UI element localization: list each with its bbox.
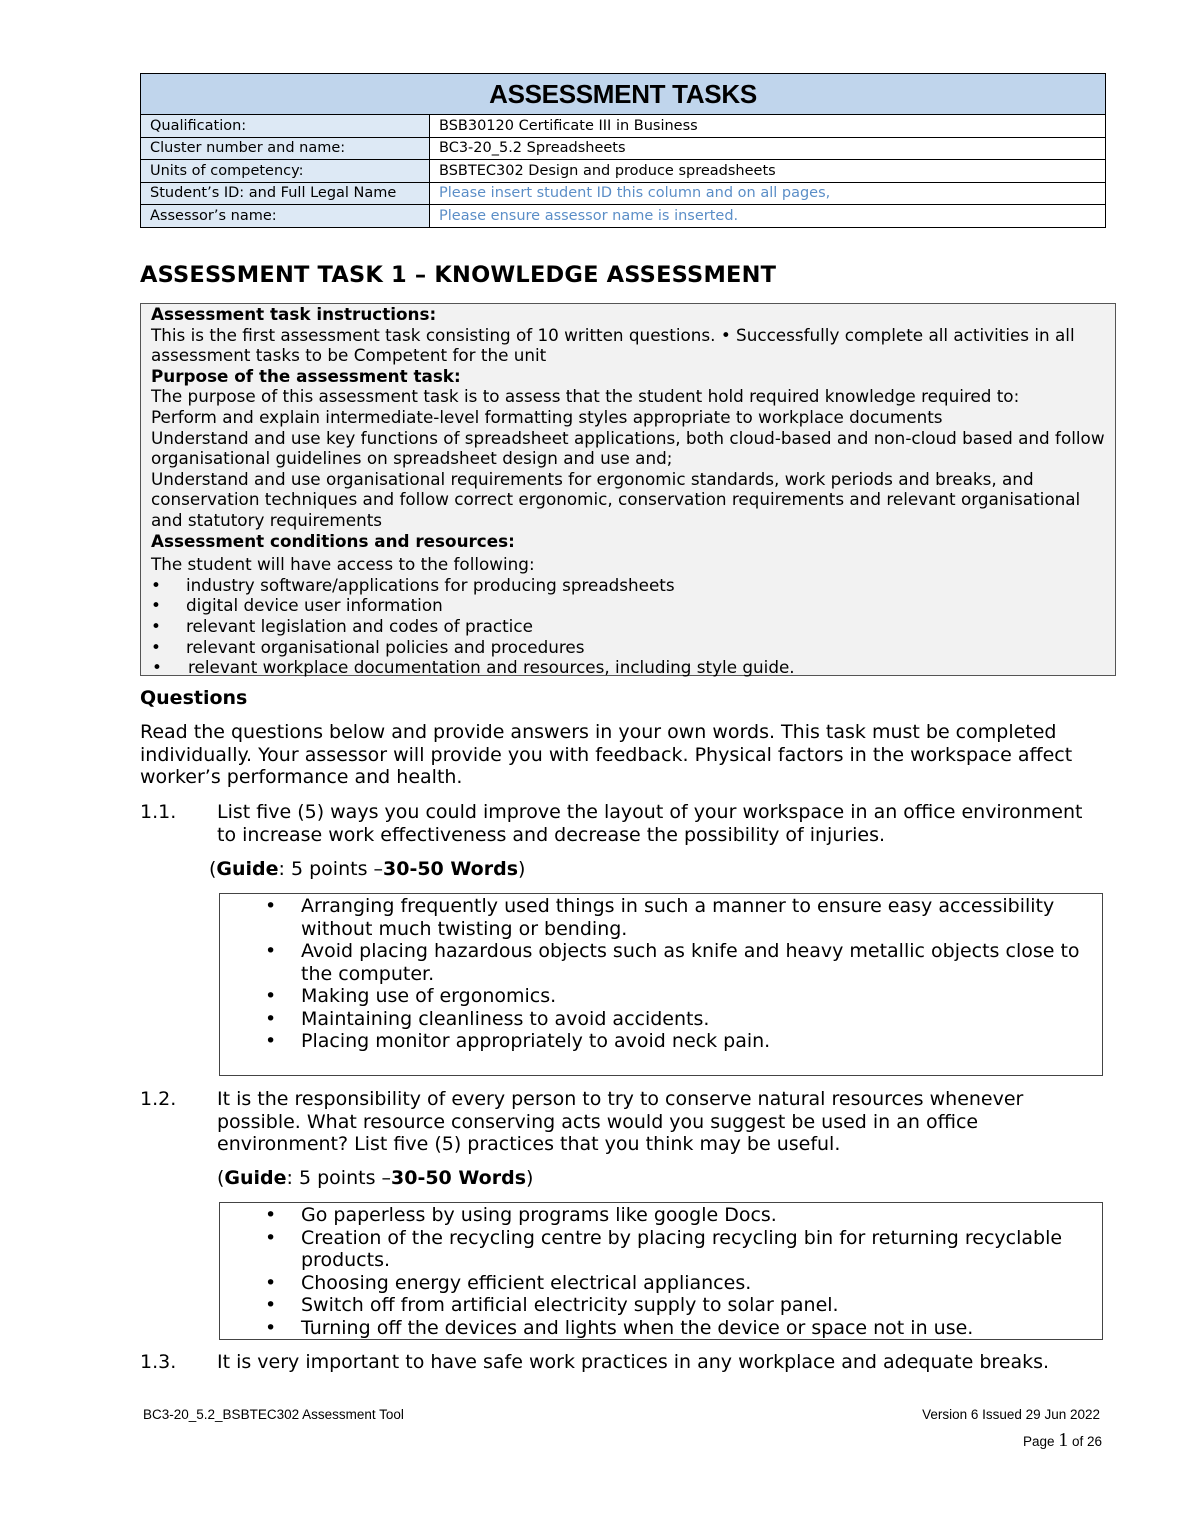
answer-item: • Choosing energy efficient electrical appliances. (220, 1272, 1102, 1295)
assessor-name-field[interactable]: Please ensure assessor name is inserted. (430, 205, 1106, 228)
table-row (141, 160, 1106, 183)
purpose-line: The purpose of this assessment task is to assess that the student hold required knowledge required to: (151, 386, 1020, 407)
footer-version: Version 6 Issued 29 Jun 2022 (922, 1407, 1100, 1422)
instructions-title: Assessment task instructions: (151, 304, 437, 324)
guide-label: Guide (224, 1167, 287, 1189)
word-guide (217, 1167, 533, 1190)
questions-intro: Read the questions below and provide answers in your own words. This task must be completed individually. Your assessor will provide you with feedback. Physical factors in the workspace affect worker’s performance and health. (140, 721, 1073, 788)
answer-item: • Avoid placing hazardous objects such as knife and heavy metallic objects close to the computer. (220, 940, 1102, 985)
resource-item: • digital device user information (151, 595, 1105, 616)
answer-item: • Creation of the recycling centre by placing recycling bin for returning recyclable products. (220, 1227, 1102, 1272)
table-row (141, 182, 1106, 205)
qualification-label: Qualification: (141, 115, 430, 138)
conditions-title: Assessment conditions and resources: (151, 530, 515, 551)
guide-close: ) (526, 1167, 534, 1189)
answer-item: • Maintaining cleanliness to avoid accidents. (220, 1008, 1102, 1031)
guide-words: 30-50 Words (391, 1167, 527, 1189)
assessment-header-table (140, 73, 1106, 228)
instructions-box (140, 303, 1116, 676)
question-text: It is the responsibility of every person to try to conserve natural resources whenever possible. What resource conserving acts would you suggest be used in an office environment? List five (5) practices that you think may be useful. (217, 1088, 1024, 1155)
answer-box[interactable] (219, 893, 1103, 1076)
page-total: of 26 (1068, 1434, 1102, 1449)
answer-item: • Go paperless by using programs like google Docs. (220, 1204, 1102, 1227)
word-guide (209, 858, 525, 881)
question-number: 1.1. (140, 801, 177, 823)
table-row (141, 115, 1106, 138)
question-text: It is very important to have safe work practices in any workplace and adequate breaks. (217, 1351, 1050, 1373)
table-row (141, 137, 1106, 160)
guide-points: : 5 points – (278, 858, 384, 880)
answer-item: • Arranging frequently used things in such a manner to ensure easy accessibility without much twisting or bending. (220, 895, 1102, 940)
student-id-field[interactable]: Please insert student ID this column and on all pages, (430, 182, 1106, 205)
cluster-label: Cluster number and name: (141, 137, 430, 160)
question-number: 1.2. (140, 1088, 177, 1110)
answer-item: • Making use of ergonomics. (220, 985, 1102, 1008)
answer-box[interactable] (219, 1202, 1103, 1340)
task-heading: ASSESSMENT TASK 1 – KNOWLEDGE ASSESSMENT (140, 262, 777, 288)
answer-item: • Placing monitor appropriately to avoid neck pain. (220, 1030, 1102, 1053)
guide-words: 30-50 Words (383, 858, 519, 880)
answer-item: • Turning off the devices and lights when the device or space not in use. (220, 1317, 1102, 1340)
page-number: 1 (1058, 1429, 1069, 1451)
resource-item: • relevant legislation and codes of practice (151, 616, 1105, 637)
purpose-title: Purpose of the assessment task: (151, 365, 461, 386)
resource-item: • relevant workplace documentation and resources, including style guide. (151, 657, 1105, 678)
purpose-line: Understand and use organisational requirements for ergonomic standards, work periods and breaks, and conservation techniques and follow correct ergonomic, conservation requirements and relevant organisational and statutory requirements (151, 468, 1081, 530)
guide-close: ) (518, 858, 526, 880)
guide-open: ( (209, 858, 217, 880)
purpose-line: Perform and explain intermediate-level formatting styles appropriate to workplace documents (151, 406, 943, 427)
qualification-value: BSB30120 Certificate III in Business (430, 115, 1106, 138)
units-label: Units of competency: (141, 160, 430, 183)
units-value: BSBTEC302 Design and produce spreadsheets (430, 160, 1106, 183)
questions-heading: Questions (140, 687, 248, 709)
cluster-value: BC3-20_5.2 Spreadsheets (430, 137, 1106, 160)
purpose-line: Understand and use key functions of spreadsheet applications, both cloud-based and non-cloud based and follow organisational guidelines on spreadsheet design and use and; (151, 427, 1105, 469)
guide-points: : 5 points – (286, 1167, 392, 1189)
instructions-text: This is the first assessment task consisting of 10 written questions. • Successfully complete all activities in all assessment tasks to be Competent for the unit (151, 324, 1075, 366)
table-row (141, 205, 1106, 228)
student-id-label: Student’s ID: and Full Legal Name (141, 182, 430, 205)
guide-open: ( (217, 1167, 225, 1189)
header-title: ASSESSMENT TASKS (141, 74, 1106, 115)
question-number: 1.3. (140, 1351, 177, 1373)
footer-doc-name: BC3-20_5.2_BSBTEC302 Assessment Tool (143, 1407, 404, 1422)
resource-item: • relevant organisational policies and procedures (151, 637, 1105, 658)
conditions-intro: The student will have access to the following: (151, 554, 535, 575)
page-prefix: Page (1022, 1434, 1059, 1449)
guide-label: Guide (216, 858, 279, 880)
answer-item: • Switch off from artificial electricity supply to solar panel. (220, 1294, 1102, 1317)
question-text: List five (5) ways you could improve the layout of your workspace in an office environment to increase work effectiveness and decrease the possibility of injuries. (217, 801, 1083, 846)
assessor-label: Assessor’s name: (141, 205, 430, 228)
page-indicator (1023, 1429, 1102, 1452)
resource-item: • industry software/applications for producing spreadsheets (151, 575, 1105, 596)
